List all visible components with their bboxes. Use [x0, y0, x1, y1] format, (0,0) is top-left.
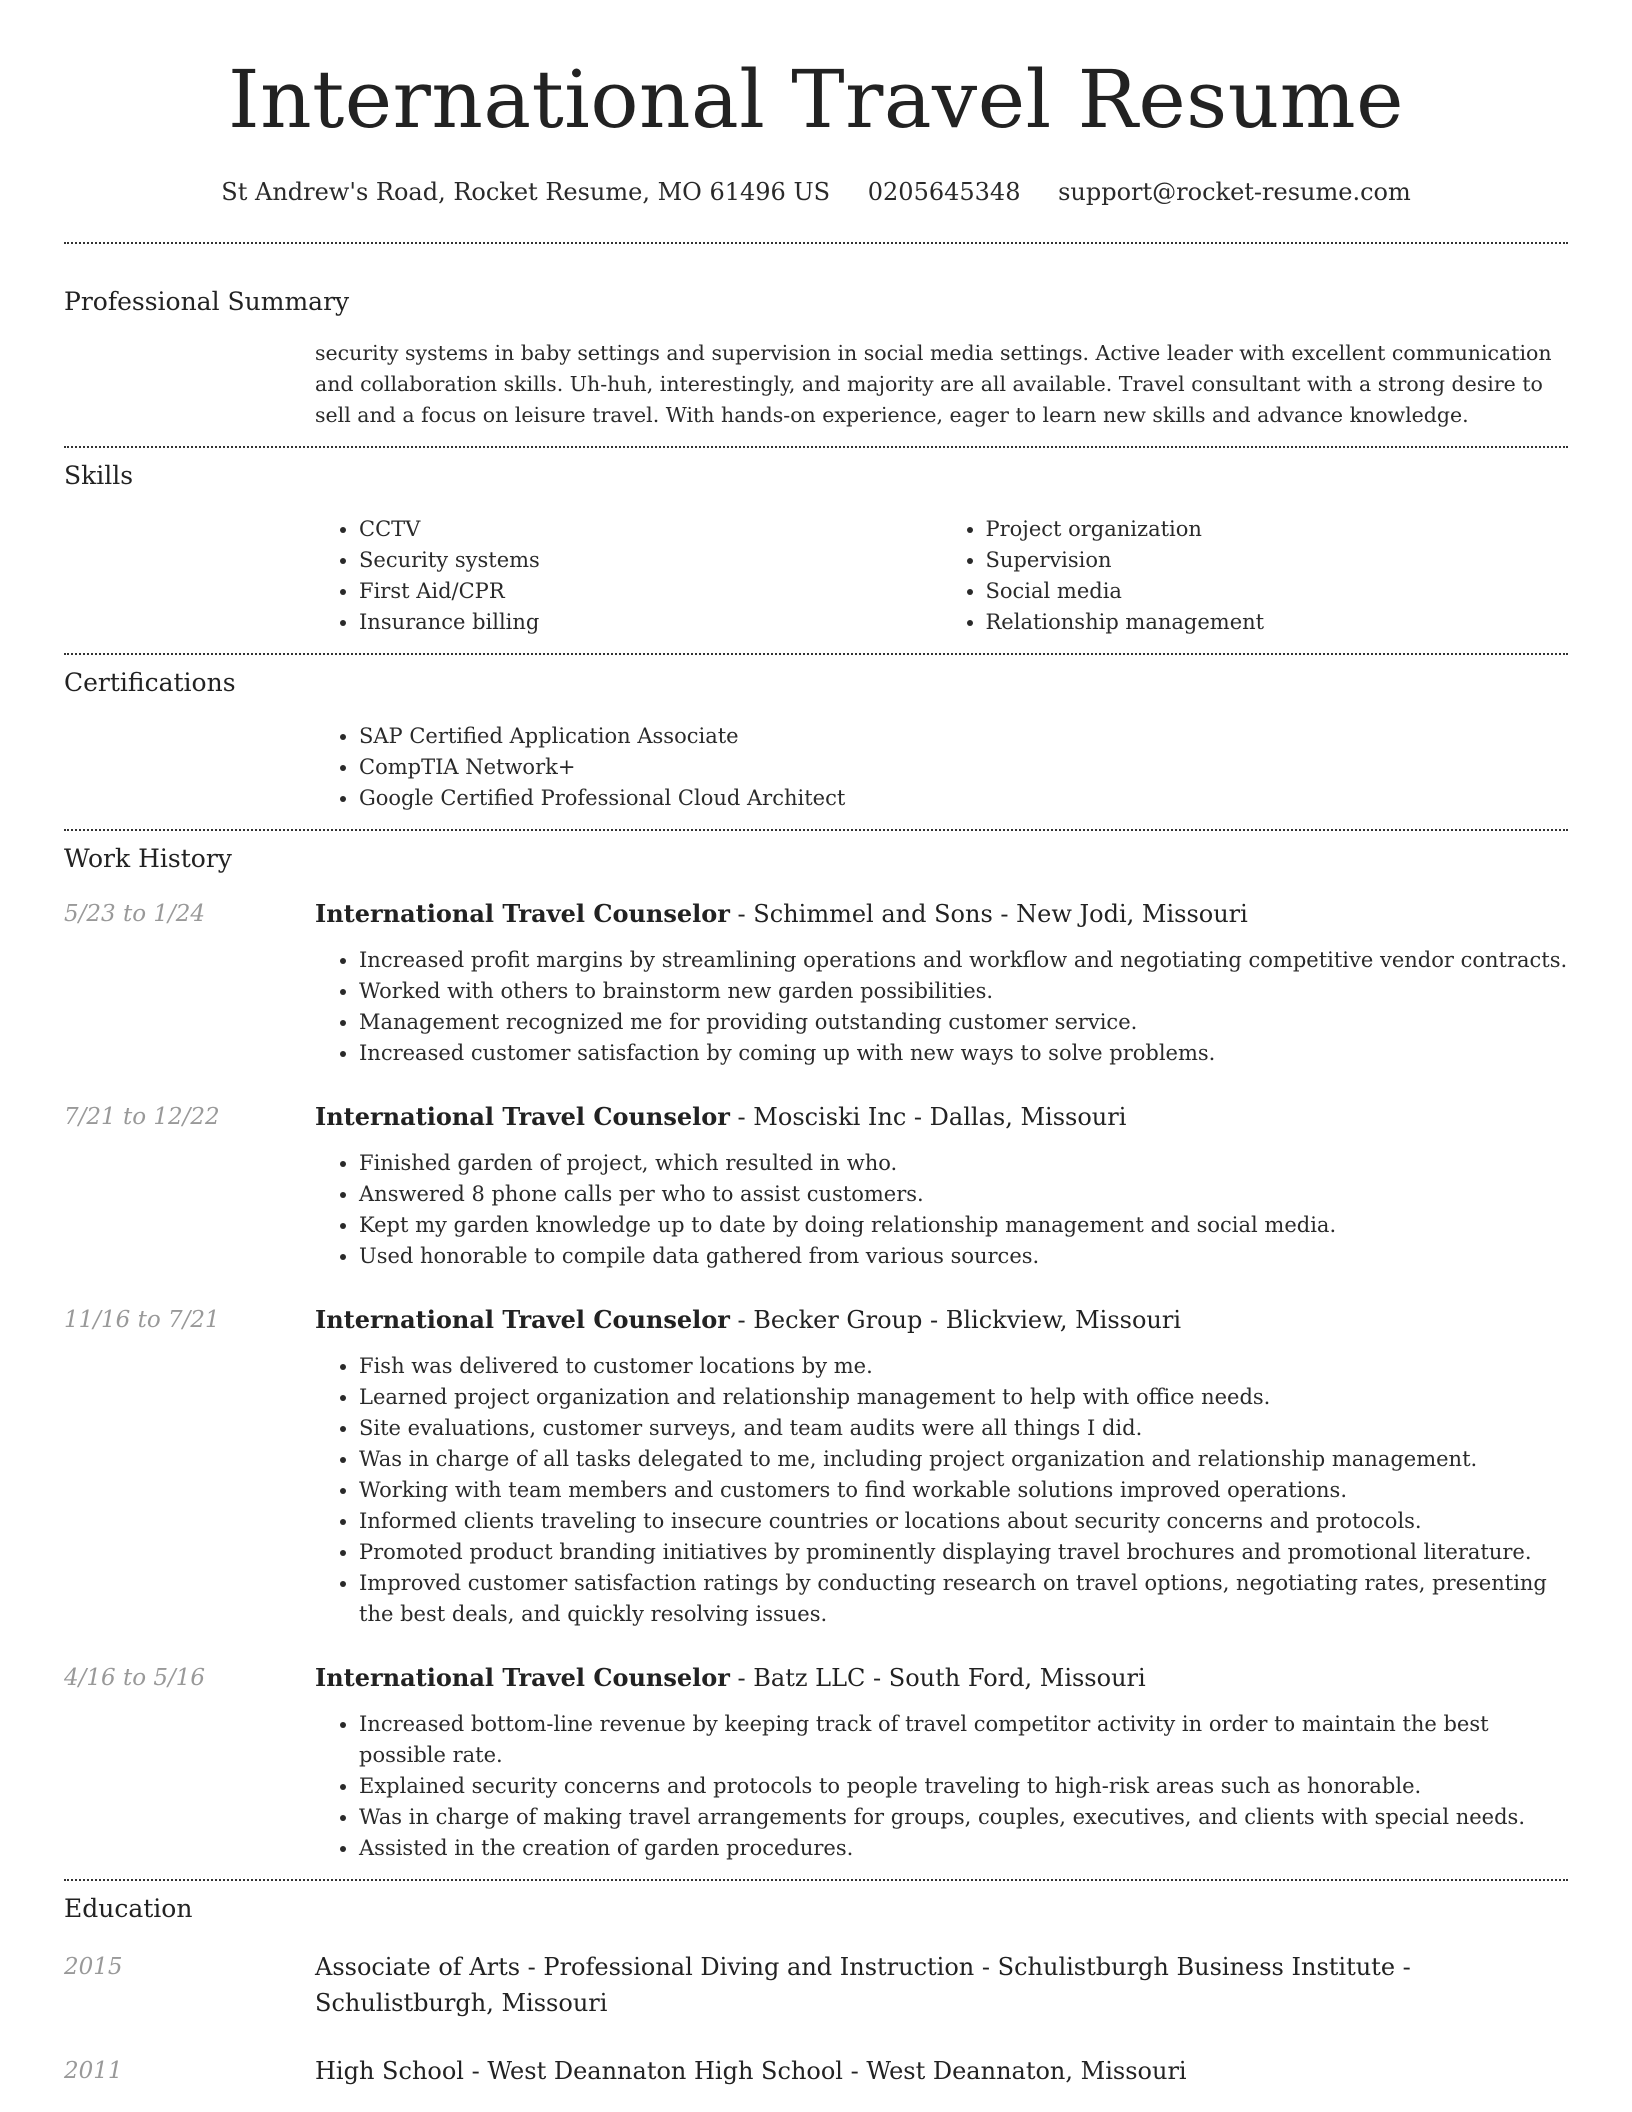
skills-column-right	[942, 514, 1569, 638]
job-entry	[64, 897, 1568, 1069]
resume-name: International Travel Resume	[228, 53, 1404, 146]
job-title: International Travel Counselor	[315, 1663, 730, 1692]
list-item: • Project organization	[986, 514, 1569, 545]
list-item: • Social media	[986, 576, 1569, 607]
skills-column-left	[315, 514, 942, 638]
job-heading: International Travel Counselor - Becker Group - Blickview, Missouri	[315, 1305, 1182, 1334]
job-entry	[64, 1661, 1568, 1864]
list-item: • Worked with others to brainstorm new garden possibilities.	[359, 976, 1568, 1007]
job-dates: 5/23 to 1/24	[64, 901, 206, 927]
list-item: • First Aid/CPR	[359, 576, 942, 607]
list-item: • Answered 8 phone calls per who to assist customers.	[359, 1179, 1568, 1210]
list-item: • Finished garden of project, which resulted in who.	[359, 1148, 1568, 1179]
education-heading: Associate of Arts - Professional Diving and Instruction - Schulistburgh Business Institute - Schulistburgh, Missouri	[315, 1953, 1411, 2017]
list-item: • Improved customer satisfaction ratings by conducting research on travel options, negotiating rates, presenting the best deals, and quickly resolving issues.	[359, 1568, 1568, 1630]
job-title: International Travel Counselor	[315, 899, 730, 928]
list-item: • Management recognized me for providing outstanding customer service.	[359, 1007, 1568, 1038]
list-item: • Security systems	[359, 545, 942, 576]
list-item: • Increased bottom-line revenue by keeping track of travel competitor activity in order to maintain the best possible rate.	[359, 1709, 1568, 1771]
job-bullets	[315, 1148, 1568, 1272]
list-item: • Working with team members and customers to find workable solutions improved operations.	[359, 1475, 1568, 1506]
education-degree: High School	[315, 2057, 464, 2085]
job-location: South Ford, Missouri	[888, 1664, 1146, 1692]
education-year: 2011	[64, 2058, 123, 2084]
list-item: • Increased customer satisfaction by coming up with new ways to solve problems.	[359, 1038, 1568, 1069]
section-title-certifications: Certifications	[64, 668, 236, 697]
job-company: Becker Group	[753, 1306, 923, 1334]
list-item: • Informed clients traveling to insecure countries or locations about security concerns and protocols.	[359, 1506, 1568, 1537]
list-item: • Google Certified Professional Cloud Architect	[359, 783, 1568, 814]
education-entry	[64, 2053, 1568, 2089]
education-location: West Deannaton, Missouri	[866, 2057, 1187, 2085]
list-item: • Was in charge of making travel arrangements for groups, couples, executives, and clients with special needs.	[359, 1802, 1568, 1833]
contact-line	[64, 176, 1568, 208]
job-entry	[64, 1303, 1568, 1630]
job-heading: International Travel Counselor - Mosciski Inc - Dallas, Missouri	[315, 1102, 1127, 1131]
job-bullets	[315, 945, 1568, 1069]
section-title-work: Work History	[64, 844, 232, 873]
list-item: • SAP Certified Application Associate	[359, 721, 1568, 752]
list-item: • Assisted in the creation of garden procedures.	[359, 1833, 1568, 1864]
list-item: • Kept my garden knowledge up to date by doing relationship management and social media.	[359, 1210, 1568, 1241]
job-location: New Jodi, Missouri	[1016, 900, 1248, 928]
education-section	[64, 1881, 1568, 2089]
contact-address: St Andrew's Road, Rocket Resume, MO 61496 US	[221, 178, 831, 206]
list-item: • Relationship management	[986, 607, 1569, 638]
job-title: International Travel Counselor	[315, 1305, 730, 1334]
list-item: • CCTV	[359, 514, 942, 545]
education-heading: High School - West Deannaton High School - West Deannaton, Missouri	[315, 2057, 1187, 2085]
work-section	[64, 831, 1568, 1864]
education-school: Schulistburgh Business Institute	[997, 1953, 1396, 1981]
job-dates: 7/21 to 12/22	[64, 1104, 220, 1130]
job-title: International Travel Counselor	[315, 1102, 730, 1131]
list-item: • Used honorable to compile data gathered from various sources.	[359, 1241, 1568, 1272]
education-field: Professional Diving and Instruction	[543, 1953, 975, 1981]
job-bullets	[315, 1351, 1568, 1630]
education-year: 2015	[64, 1954, 123, 1980]
job-heading: International Travel Counselor - Batz LLC - South Ford, Missouri	[315, 1663, 1146, 1692]
section-title-skills: Skills	[64, 461, 134, 490]
list-item: • Increased profit margins by streamlining operations and workflow and negotiating competitive vendor contracts.	[359, 945, 1568, 976]
list-item: • Learned project organization and relationship management to help with office needs.	[359, 1382, 1568, 1413]
section-title-education: Education	[64, 1894, 193, 1923]
education-entry	[64, 1949, 1568, 2021]
summary-text: security systems in baby settings and supervision in social media settings. Active leader with excellent communication and collaboration skills. Uh-huh, interestingly, and majority are all available. Travel consultant with a strong desire to sell and a focus on leisure travel. With hands-on experience, eager to learn new skills and advance knowledge.	[315, 341, 1552, 427]
job-entry	[64, 1100, 1568, 1272]
job-location: Dallas, Missouri	[929, 1103, 1127, 1131]
list-item: • Site evaluations, customer surveys, and team audits were all things I did.	[359, 1413, 1568, 1444]
section-title-summary: Professional Summary	[64, 287, 350, 316]
contact-email[interactable]: support@rocket-resume.com	[1058, 178, 1411, 206]
list-item: • Fish was delivered to customer locations by me.	[359, 1351, 1568, 1382]
list-item: • Was in charge of all tasks delegated to me, including project organization and relationship management.	[359, 1444, 1568, 1475]
list-item: • CompTIA Network+	[359, 752, 1568, 783]
certifications-section	[64, 655, 1568, 814]
job-location: Blickview, Missouri	[945, 1306, 1182, 1334]
skills-list	[315, 514, 1568, 638]
job-company: Batz LLC	[753, 1664, 866, 1692]
summary-section	[64, 244, 1568, 431]
job-company: Mosciski Inc	[753, 1103, 907, 1131]
list-item: • Supervision	[986, 545, 1569, 576]
resume-page	[64, 0, 1568, 2089]
certifications-list	[315, 721, 1568, 814]
job-dates: 11/16 to 7/21	[64, 1307, 220, 1333]
education-degree: Associate of Arts	[315, 1953, 521, 1981]
list-item: • Explained security concerns and protocols to people traveling to high-risk areas such as honorable.	[359, 1771, 1568, 1802]
education-school: West Deannaton High School	[487, 2057, 843, 2085]
list-item: • Promoted product branding initiatives by prominently displaying travel brochures and promotional literature.	[359, 1537, 1568, 1568]
education-location: Schulistburgh, Missouri	[315, 1989, 608, 2017]
job-bullets	[315, 1709, 1568, 1864]
job-company: Schimmel and Sons	[753, 900, 993, 928]
contact-phone: 0205645348	[867, 178, 1021, 206]
skills-section	[64, 448, 1568, 638]
job-dates: 4/16 to 5/16	[64, 1665, 206, 1691]
list-item: • Insurance billing	[359, 607, 942, 638]
job-heading: International Travel Counselor - Schimmel and Sons - New Jodi, Missouri	[315, 899, 1248, 928]
